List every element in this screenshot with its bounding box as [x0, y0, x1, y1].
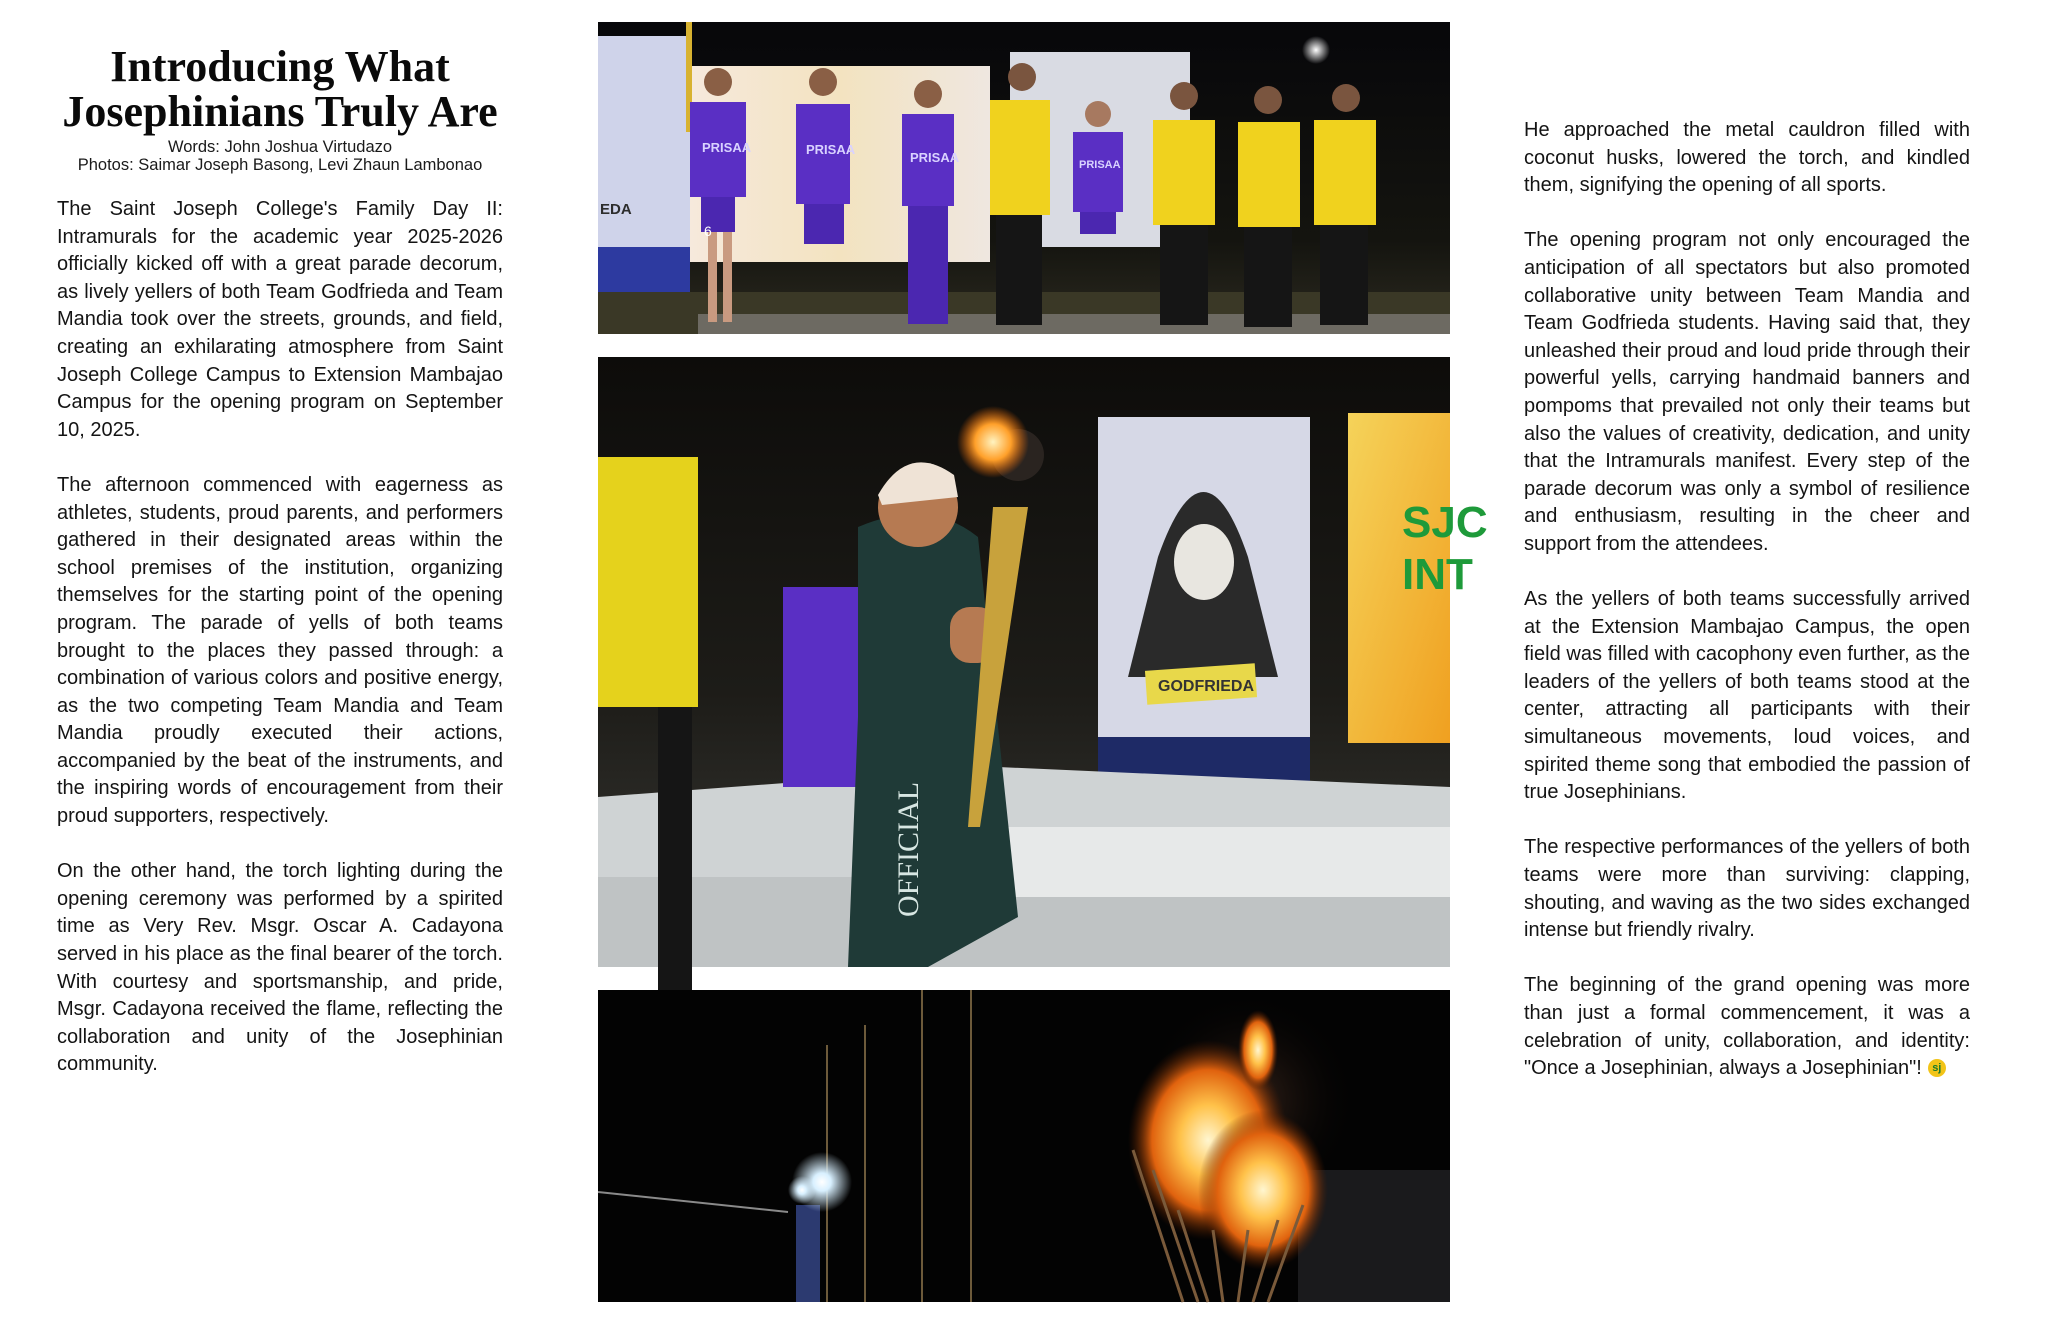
right-paragraph-3: As the yellers of both teams successfully arrived at the Extension Mambajao Campus, the open field was filled with cacophony even further, as the leaders of the yellers of both teams stood at the center, attracting all participants with their simultaneous movements, loud voices, and spirited theme song that embodied the passion of true Josephinians. — [1524, 588, 1970, 804]
right-article-column — [1524, 117, 1970, 1110]
left-paragraph-2: The afternoon commenced with eagerness as athletes, students, proud parents, and performers gathered in their designated areas within the school premises of the institution, organizing themselves for the starting point of the opening program. The parade of yells of both teams brought to the places they passed through: a combination of various colors and positive energy, as the two competing Team Mandia and Team Mandia proudly executed their actions, accompanied by the beat of the instruments, and the inspiring words of encouragement from their proud supporters, respectively. — [57, 473, 503, 828]
closing-paragraph — [1524, 972, 1970, 1082]
jersey-text-4: PRISAA — [1079, 159, 1121, 171]
godfrieda-banner-text: GODFRIEDA — [1158, 678, 1254, 695]
banner-text-eda: EDA — [600, 201, 632, 218]
byline-words: Words: John Joshua Virtudazo — [167, 138, 393, 156]
sjc-logo-emoji-glyph: sj — [1932, 1062, 1942, 1075]
jersey-text-3: PRISAA — [910, 150, 960, 165]
athletes-lineup-illustration — [598, 22, 1450, 334]
sjc-logo-emoji-icon — [1928, 1059, 1946, 1077]
byline-photos: Photos: Saimar Joseph Basong, Levi Zhaun Lambonao — [77, 156, 483, 174]
screen-text-int: INT — [1402, 550, 1473, 599]
torch-bearer-illustration — [598, 357, 1488, 967]
article-title-line-2: Josephinians Truly Are — [62, 87, 498, 136]
right-paragraph-4: The respective performances of the yellers of both teams were more than surviving: clapping, shouting, and waving as the two sides exchanged intense but friendly rivalry. — [1524, 836, 1970, 942]
screen-text-sjc: SJC — [1402, 498, 1488, 547]
jersey-text-1: PRISAA — [702, 140, 752, 155]
right-paragraph-2: The opening program not only encouraged the anticipation of all spectators but also promoted collaborative unity between Team Mandia and Team Godfrieda students. Having said that, they unleashed their proud and loud pride through their powerful yells, carrying handmaid banners and pompoms that prevailed not only their teams but also the values of creativity, dedication, and unity that the Intramurals manifest. Every step of the parade decorum was only a symbol of resilience and enthusiasm, resulting in the cheer and support from the attendees. — [1524, 229, 1970, 555]
jersey-number: 6 — [704, 223, 712, 239]
left-paragraph-1: The Saint Joseph College's Family Day II: Intramurals for the academic year 2025-2026 officially kicked off with a great parade decorum, as lively yellers of both Team Godfrieda and Team Mandia took over the streets, grounds, and field, creating an exhilarating atmosphere from Saint Joseph College Campus to Extension Mambajao Campus for the opening program on September 10, 2025. — [57, 198, 503, 441]
left-article-column — [57, 40, 503, 1107]
left-paragraph-3: On the other hand, the torch lighting during the opening ceremony was performed by a spirited time as Very Rev. Msgr. Oscar A. Cadayona served in his place as the final bearer of the torch. With courtesy and sportsmanship, and pride, Msgr. Cadayona received the flame, reflecting the collaboration and unity of the Josephinian community. — [57, 860, 503, 1076]
photo-torch-bearer — [598, 357, 1488, 967]
jersey-text-2: PRISAA — [806, 142, 856, 157]
cauldron-fire-illustration — [598, 990, 1450, 1302]
right-paragraph-1: He approached the metal cauldron filled with coconut husks, lowered the torch, and kindled them, signifying the opening of all sports. — [1524, 119, 1970, 197]
closing-paragraph-text: The beginning of the grand opening was more than just a formal commencement, it was a celebration of unity, collaboration, and identity: "Once a Josephinian, always a Josephinian"! — [1524, 974, 1970, 1080]
article-title — [37, 44, 523, 134]
article-title-line-1: Introducing What — [110, 42, 450, 91]
photo-athletes-lineup — [598, 22, 1450, 334]
photo-cauldron-fire — [598, 990, 1450, 1302]
official-shirt-text: OFFICIAL — [892, 781, 925, 917]
